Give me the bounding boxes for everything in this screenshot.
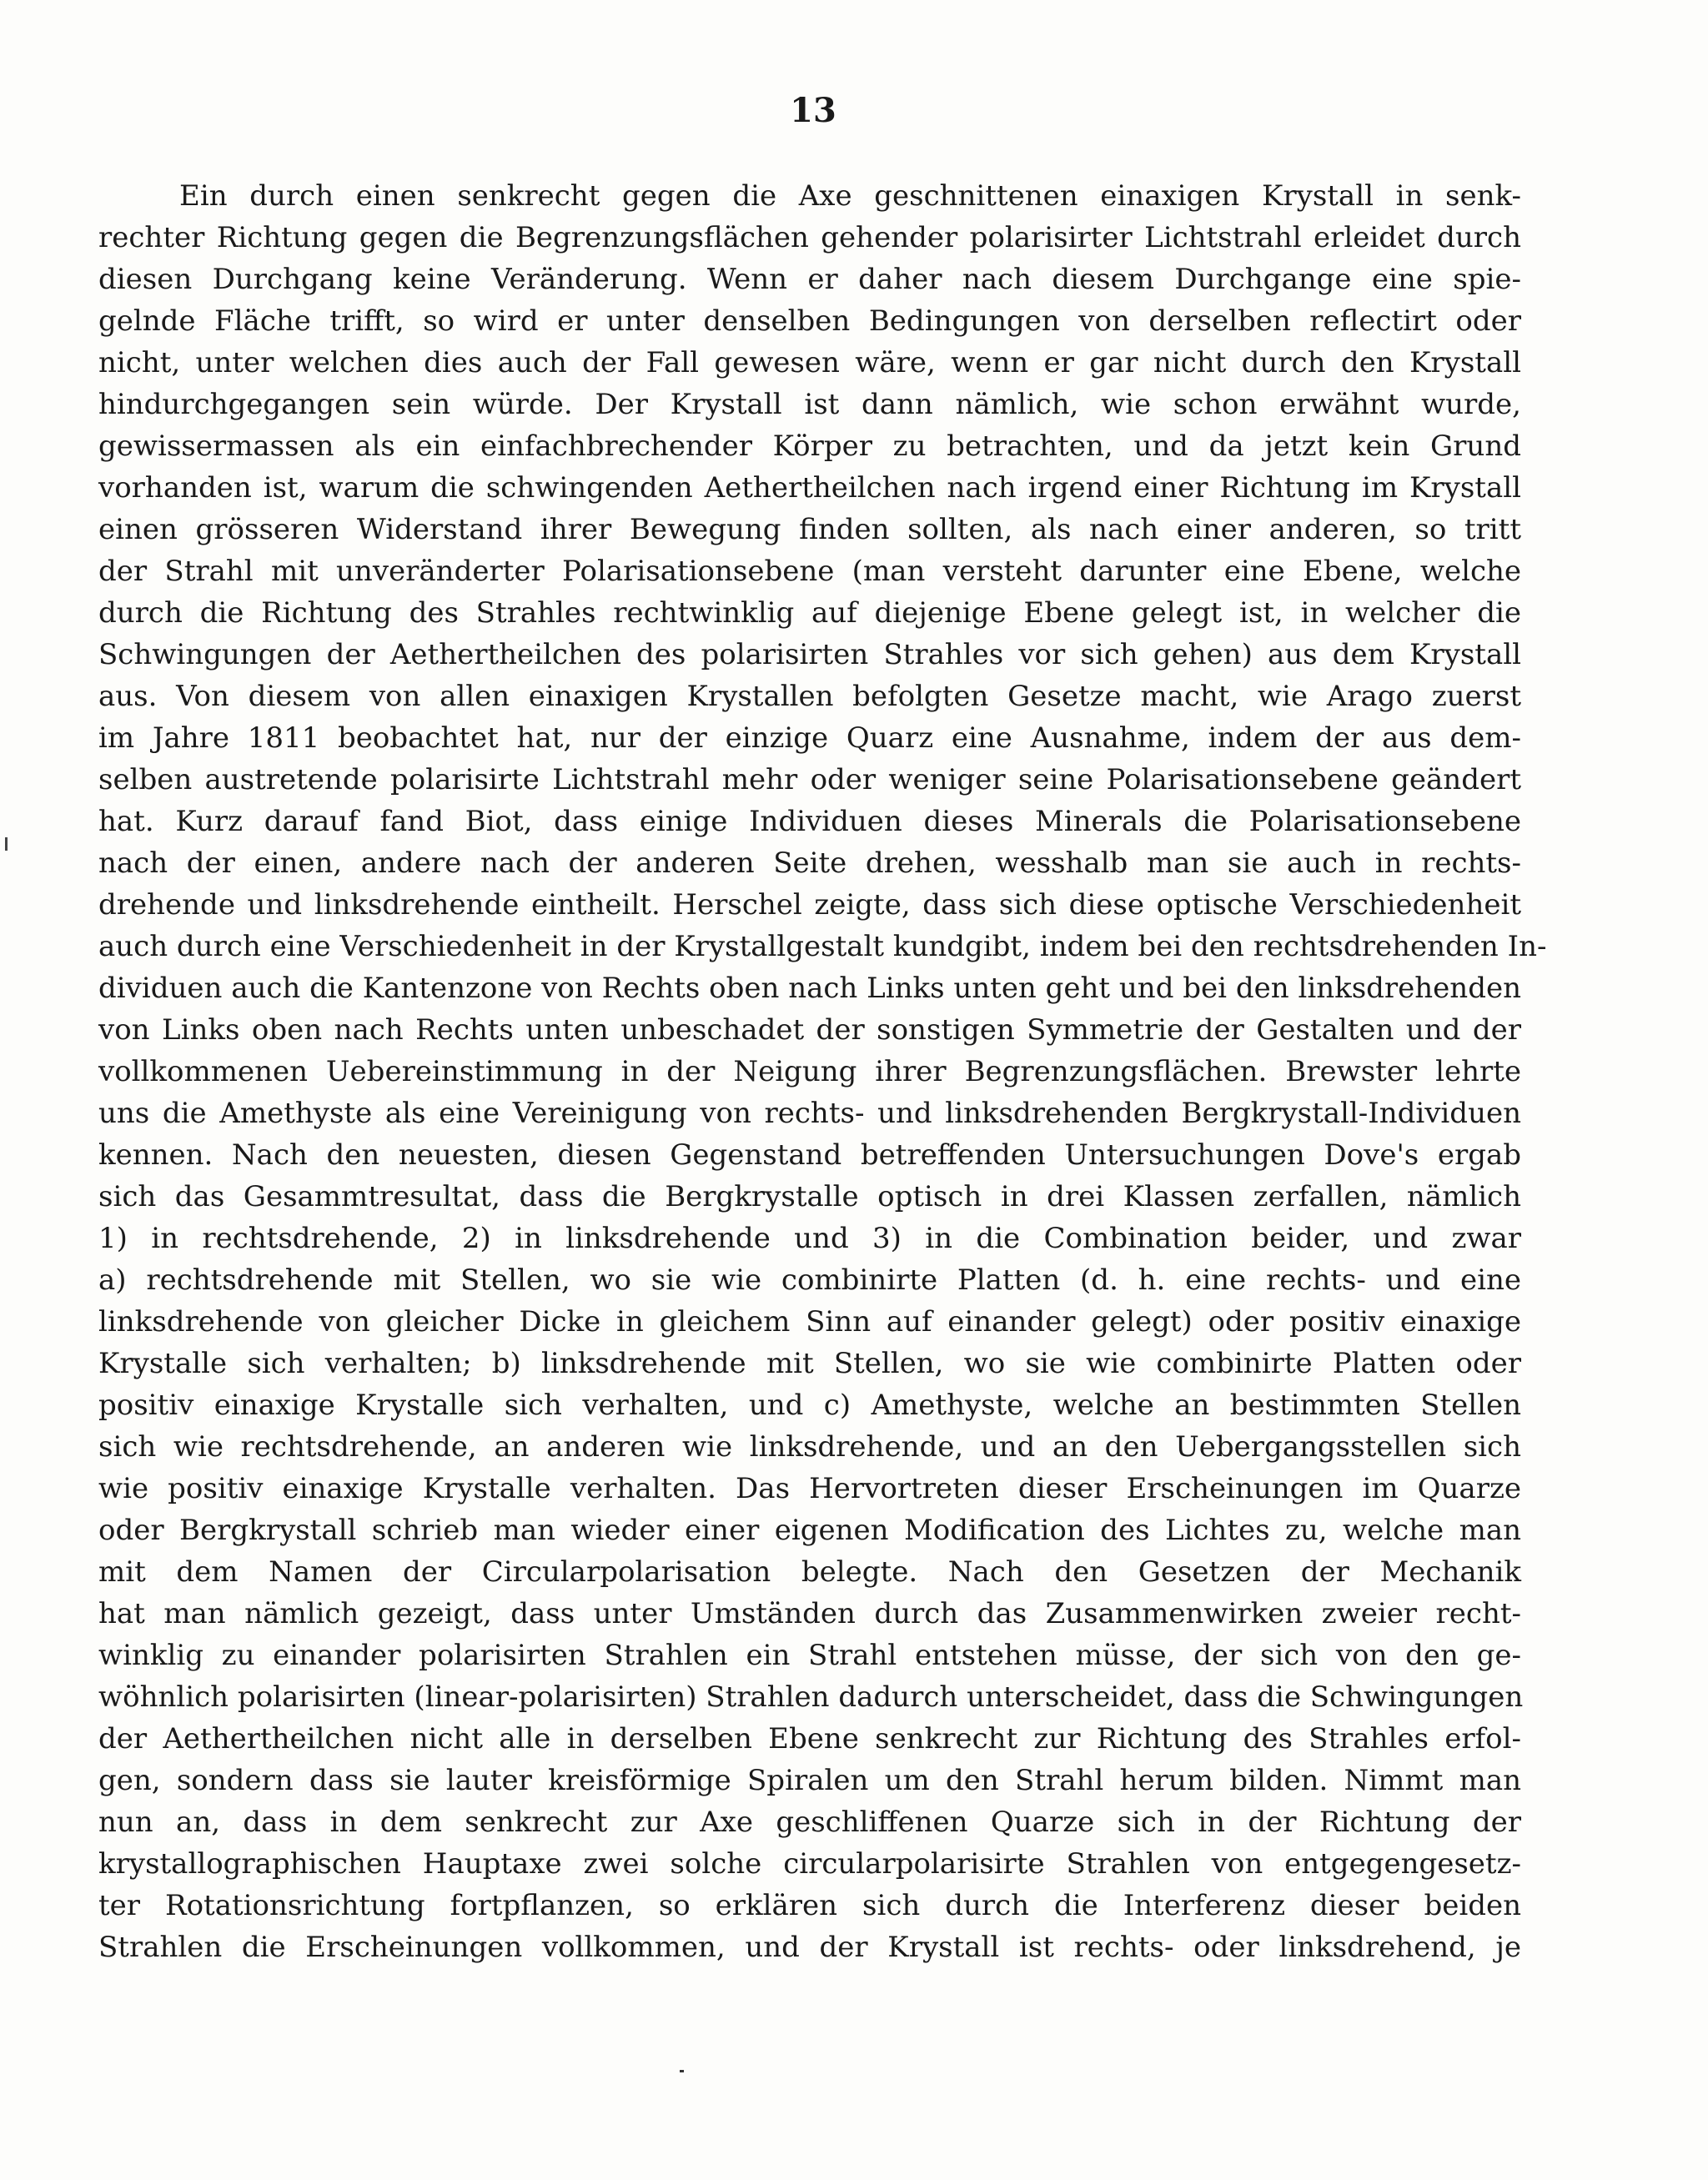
text-line: 1) in rechtsdrehende, 2) in linksdrehende und 3) in die Combination beider, und zwar — [98, 1222, 1521, 1255]
text-line: im Jahre 1811 beobachtet hat, nur der einzige Quarz eine Ausnahme, indem der aus dem- — [98, 721, 1521, 755]
text-line: wöhnlich polarisirten (linear-polarisirten) Strahlen dadurch unterscheidet, dass die Schwingungen — [98, 1680, 1524, 1714]
text-line: ter Rotationsrichtung fortpflanzen, so erklären sich durch die Interferenz dieser beiden — [98, 1889, 1521, 1922]
text-line: sich wie rechtsdrehende, an anderen wie linksdrehende, und an den Uebergangsstellen sich — [98, 1430, 1521, 1464]
text-line: drehende und linksdrehende eintheilt. Herschel zeigte, dass sich diese optische Verschiedenheit — [98, 888, 1521, 922]
text-line: Krystalle sich verhalten; b) linksdrehende mit Stellen, wo sie wie combinirte Platten oder — [98, 1347, 1521, 1380]
text-line: hat man nämlich gezeigt, dass unter Umständen durch das Zusammenwirken zweier recht- — [98, 1597, 1521, 1630]
text-line: der Aethertheilchen nicht alle in derselben Ebene senkrecht zur Richtung des Strahles erfol- — [98, 1722, 1521, 1756]
text-line: Schwingungen der Aethertheilchen des polarisirten Strahles vor sich gehen) aus dem Krystall — [98, 638, 1521, 671]
text-line: vollkommenen Uebereinstimmung in der Neigung ihrer Begrenzungsflächen. Brewster lehrte — [98, 1055, 1521, 1088]
text-line: Strahlen die Erscheinungen vollkommen, und der Krystall ist rechts- oder linksdrehend, je — [98, 1931, 1521, 1964]
text-line: gen, sondern dass sie lauter kreisförmige Spiralen um den Strahl herum bilden. Nimmt man — [98, 1764, 1521, 1797]
body-text — [98, 175, 1547, 1968]
text-line: oder Bergkrystall schrieb man wieder einer eigenen Modification des Lichtes zu, welche man — [98, 1514, 1521, 1547]
text-line: auch durch eine Verschiedenheit in der Krystallgestalt kundgibt, indem bei den rechtsdrehenden In- — [98, 930, 1547, 963]
text-line: nun an, dass in dem senkrecht zur Axe geschliffenen Quarze sich in der Richtung der — [98, 1806, 1521, 1839]
text-line: durch die Richtung des Strahles rechtwinklig auf diejenige Ebene gelegt ist, in welcher die — [98, 596, 1521, 630]
text-line: diesen Durchgang keine Veränderung. Wenn er daher nach diesem Durchgange eine spie- — [98, 263, 1521, 296]
text-line: vorhanden ist, warum die schwingenden Aethertheilchen nach irgend einer Richtung im Krystall — [98, 471, 1521, 505]
text-line: a) rechtsdrehende mit Stellen, wo sie wie combinirte Platten (d. h. eine rechts- und eine — [98, 1263, 1521, 1297]
text-line: uns die Amethyste als eine Vereinigung von rechts- und linksdrehenden Bergkrystall-Individuen — [98, 1097, 1521, 1130]
text-line: hat. Kurz darauf fand Biot, dass einige Individuen dieses Minerals die Polarisationsebene — [98, 805, 1521, 838]
text-line: winklig zu einander polarisirten Strahlen ein Strahl entstehen müsse, der sich von den ge- — [98, 1639, 1521, 1672]
text-line: nicht, unter welchen dies auch der Fall gewesen wäre, wenn er gar nicht durch den Krystall — [98, 346, 1521, 379]
text-line: hindurchgegangen sein würde. Der Krystall ist dann nämlich, wie schon erwähnt wurde, — [98, 388, 1521, 421]
text-line: aus. Von diesem von allen einaxigen Krystallen befolgten Gesetze macht, wie Arago zuerst — [98, 680, 1521, 713]
page-number: 13 — [790, 91, 836, 130]
text-line: von Links oben nach Rechts unten unbeschadet der sonstigen Symmetrie der Gestalten und der — [98, 1013, 1521, 1047]
text-line: linksdrehende von gleicher Dicke in gleichem Sinn auf einander gelegt) oder positiv einaxige — [98, 1305, 1521, 1339]
text-line: mit dem Namen der Circularpolarisation belegte. Nach den Gesetzen der Mechanik — [98, 1555, 1521, 1589]
text-line: nach der einen, andere nach der anderen Seite drehen, wesshalb man sie auch in rechts- — [98, 846, 1521, 880]
text-line: wie positiv einaxige Krystalle verhalten. Das Hervortreten dieser Erscheinungen im Quarze — [98, 1472, 1521, 1505]
text-line: rechter Richtung gegen die Begrenzungsflächen gehender polarisirter Lichtstrahl erleidet durch — [98, 221, 1521, 254]
text-line: positiv einaxige Krystalle sich verhalten, und c) Amethyste, welche an bestimmten Stellen — [98, 1389, 1521, 1422]
text-line: selben austretende polarisirte Lichtstrahl mehr oder weniger seine Polarisationsebene geändert — [98, 763, 1521, 796]
text-line: kennen. Nach den neuesten, diesen Gegenstand betreffenden Untersuchungen Dove's ergab — [98, 1138, 1521, 1172]
scan-dot-mark — [680, 2070, 684, 2072]
text-line: Ein durch einen senkrecht gegen die Axe geschnittenen einaxigen Krystall in senk- — [179, 179, 1521, 213]
text-line: dividuen auch die Kantenzone von Rechts oben nach Links unten geht und bei den linksdrehenden — [98, 972, 1521, 1005]
scan-edge-mark — [5, 837, 8, 851]
text-line: sich das Gesammtresultat, dass die Bergkrystalle optisch in drei Klassen zerfallen, nämlich — [98, 1180, 1521, 1213]
text-line: einen grösseren Widerstand ihrer Bewegung finden sollten, als nach einer anderen, so tritt — [98, 513, 1521, 546]
text-line: gelnde Fläche trifft, so wird er unter denselben Bedingungen von derselben reflectirt oder — [98, 304, 1521, 338]
text-line: gewissermassen als ein einfachbrechender Körper zu betrachten, und da jetzt kein Grund — [98, 429, 1521, 463]
text-line: krystallographischen Hauptaxe zwei solche circularpolarisirte Strahlen von entgegengesetz- — [98, 1847, 1521, 1881]
text-line: der Strahl mit unveränderter Polarisationsebene (man versteht darunter eine Ebene, welche — [98, 555, 1521, 588]
